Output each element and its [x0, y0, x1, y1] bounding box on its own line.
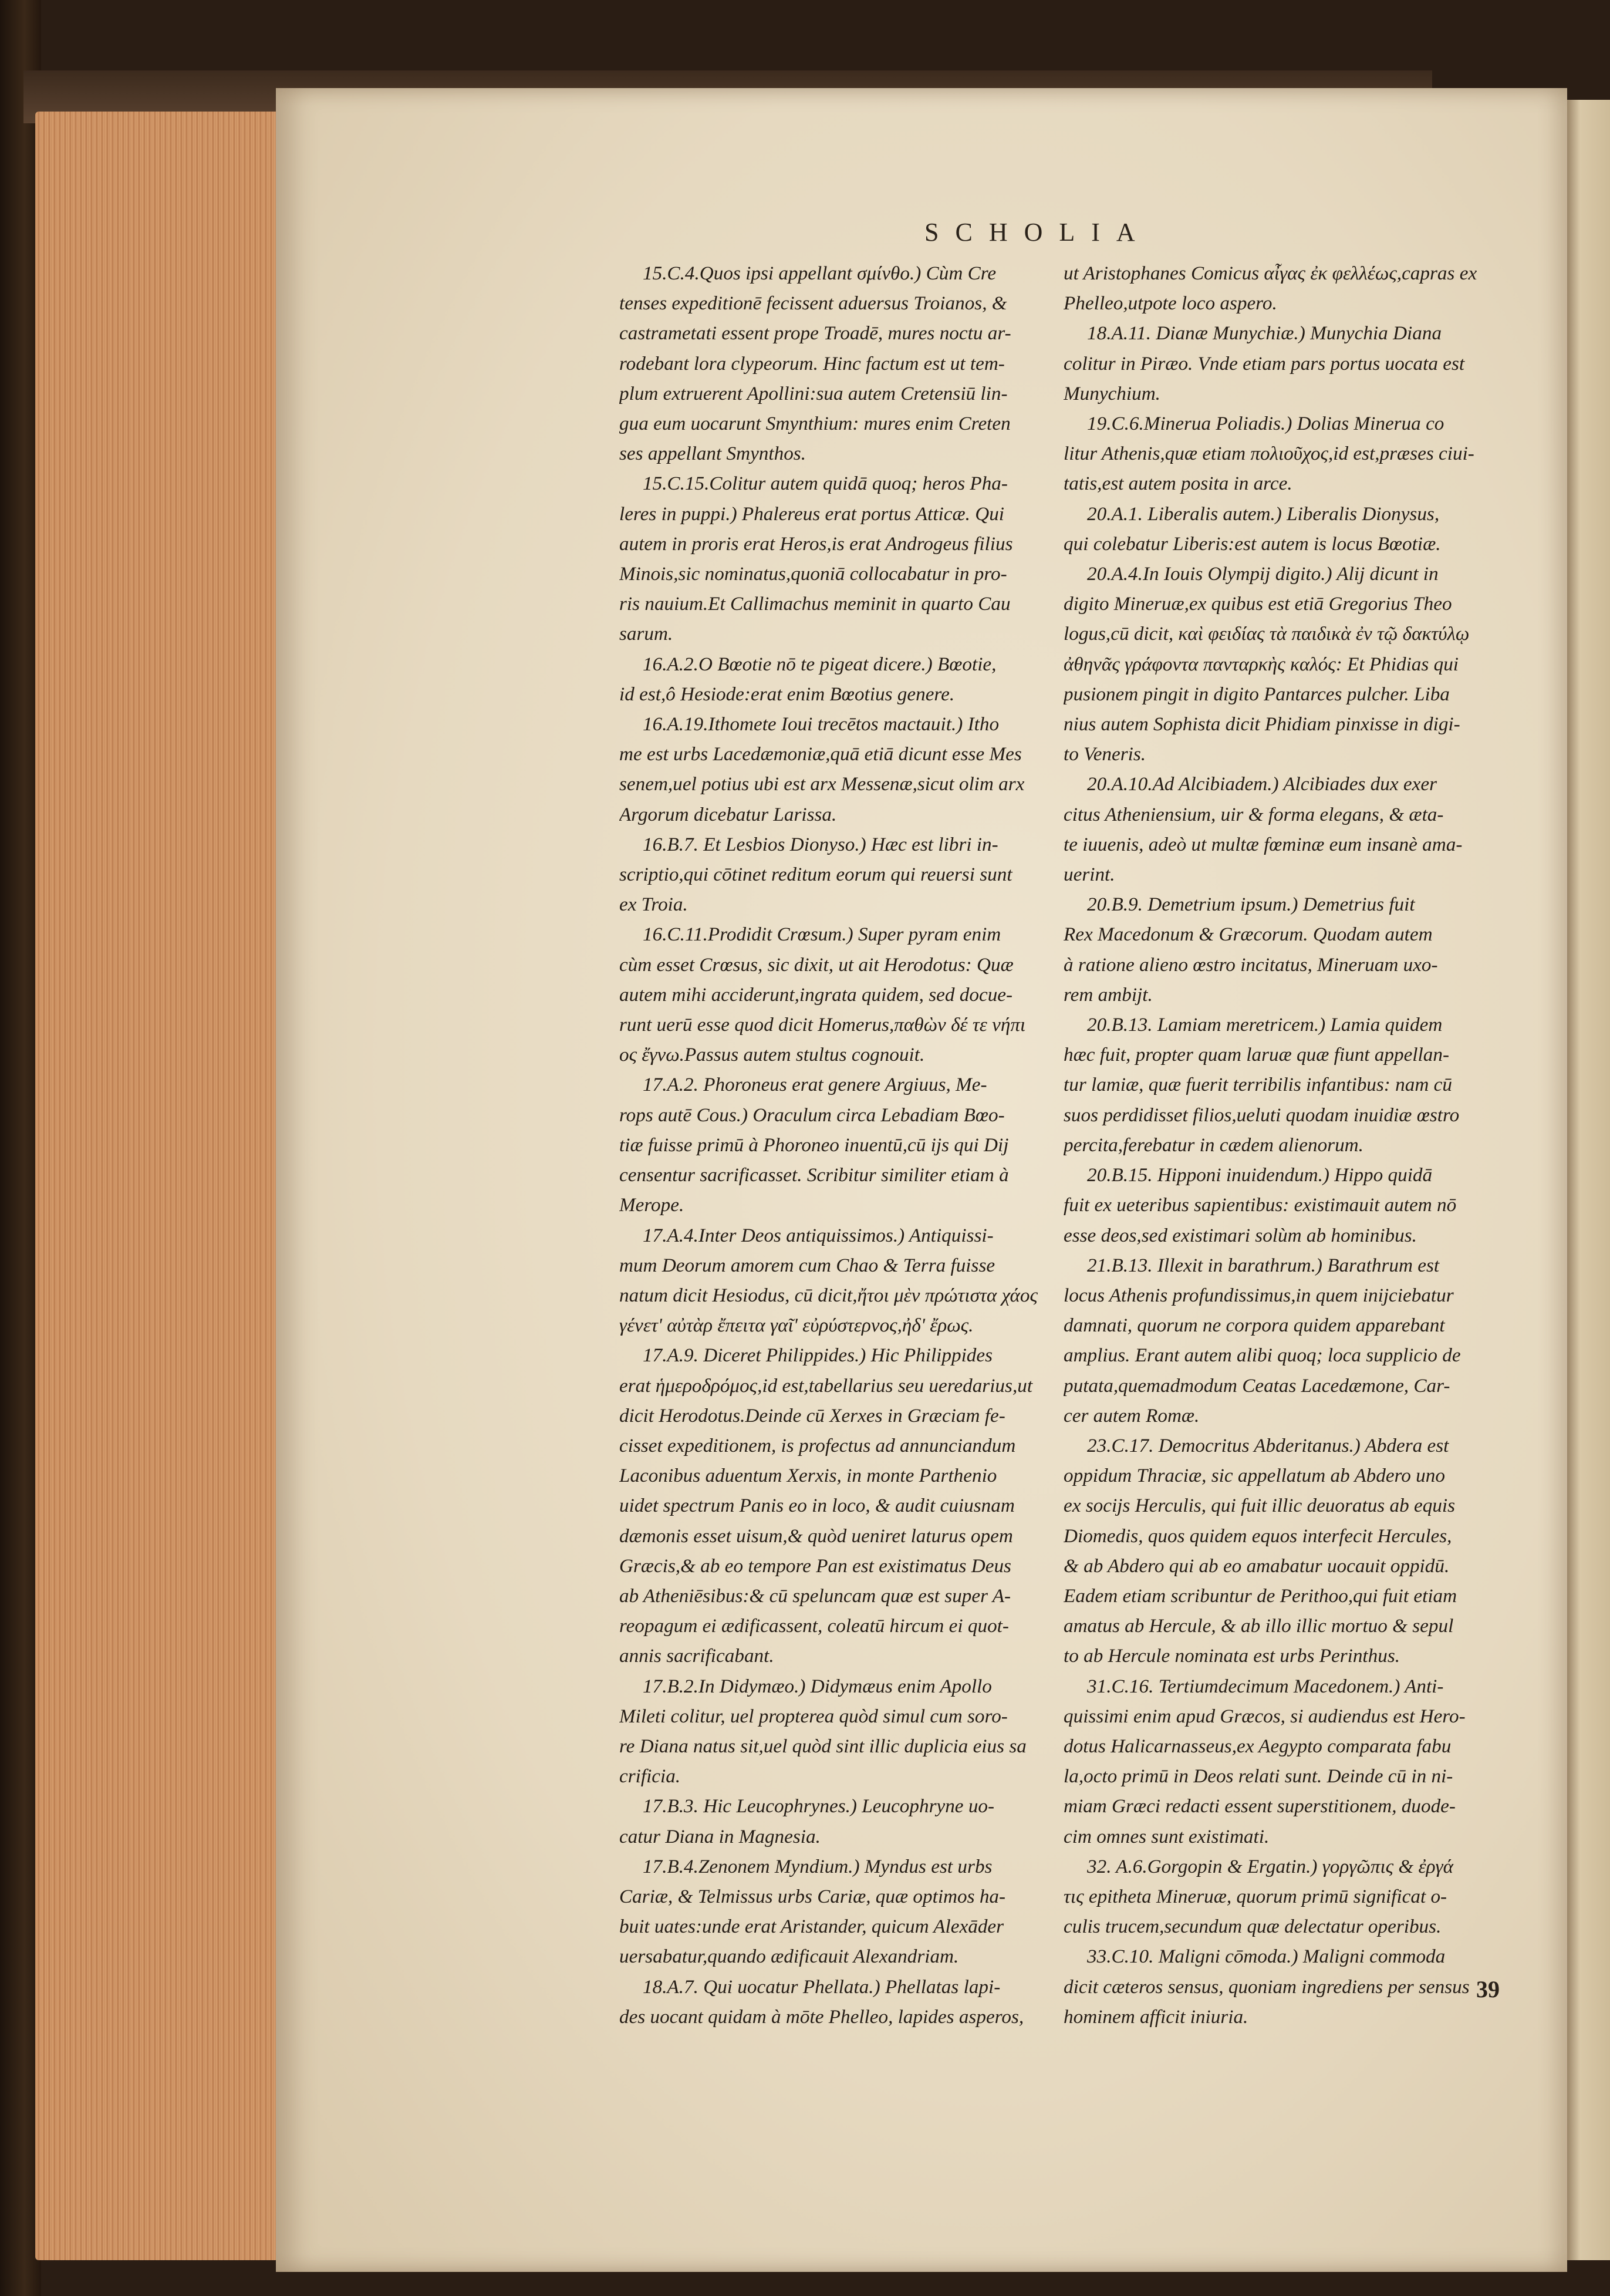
- text-line: quissimi enim apud Græcos, si audiendus est Hero-: [1064, 1705, 1466, 1727]
- text-line: ses appellant Smynthos.: [619, 443, 806, 465]
- text-line: Munychium.: [1064, 382, 1160, 404]
- text-line: oppidum Thraciæ, sic appellatum ab Abdero uno: [1064, 1465, 1445, 1487]
- running-header: SCHOLIA: [924, 218, 1152, 247]
- text-column-right: [1064, 258, 1533, 2032]
- text-line: Minois,sic nominatus,quoniā collocabatur in pro-: [619, 563, 1007, 585]
- text-line: Merope.: [619, 1194, 684, 1216]
- text-line: Cariæ, & Telmissus urbs Cariæ, quæ optimos ha-: [619, 1885, 1006, 1907]
- text-line: 20.B.9. Demetrium ipsum.) Demetrius fuit: [1087, 894, 1415, 916]
- text-line: natum dicit Hesiodus, cū dicit,ἤτοι μὲν πρώτιστα χάος: [619, 1284, 1038, 1306]
- text-line: 33.C.10. Maligni cōmoda.) Maligni commoda: [1087, 1946, 1446, 1968]
- text-line: cer autem Romæ.: [1064, 1404, 1200, 1427]
- text-line: γένετ' αὐτὰρ ἔπειτα γαῖ' εὐρύστερνος,ἠδ' ἔρως.: [619, 1314, 974, 1337]
- text-line: scriptio,qui cōtinet reditum eorum qui reuersi sunt: [619, 864, 1012, 886]
- text-line: runt uerū esse quod dicit Homerus,παθὼν δέ τε νήπι: [619, 1014, 1026, 1036]
- text-line: cùm esset Crœsus, sic dixit, ut ait Herodotus: Quæ: [619, 953, 1014, 976]
- text-line: 20.A.4.In Iouis Olympij digito.) Alij dicunt in: [1087, 563, 1439, 585]
- text-line: mum Deorum amorem cum Chao & Terra fuisse: [619, 1254, 995, 1276]
- text-line: dicit cæteros sensus, quoniam ingrediens per sensus: [1064, 1975, 1470, 1998]
- text-line: 21.B.13. Illexit in barathrum.) Barathrum est: [1087, 1254, 1440, 1276]
- text-line: locus Athenis profundissimus,in quem inijciebatur: [1064, 1284, 1454, 1306]
- text-line: culis trucem,secundum quæ delectatur operibus.: [1064, 1916, 1442, 1938]
- text-line: re Diana natus sit,uel quòd sint illic duplicia eius sa: [619, 1735, 1027, 1757]
- text-line: uerint.: [1064, 864, 1115, 886]
- text-line: 16.C.11.Prodidit Crœsum.) Super pyram enim: [643, 923, 1001, 946]
- text-line: citus Atheniensium, uir & forma elegans, & æta-: [1064, 803, 1444, 825]
- text-line: & ab Abdero qui ab eo amabatur uocauit oppidū.: [1064, 1555, 1450, 1577]
- text-line: 20.B.13. Lamiam meretricem.) Lamia quidem: [1087, 1014, 1443, 1036]
- text-line: 19.C.6.Minerua Poliadis.) Dolias Minerua co: [1087, 413, 1444, 435]
- text-line: annis sacrificabant.: [619, 1645, 774, 1667]
- text-line: to ab Hercule nominata est urbs Perinthus.: [1064, 1645, 1400, 1667]
- text-line: te iuuenis, adeò ut multæ fœminæ eum insanè ama-: [1064, 833, 1463, 855]
- text-column-left: [619, 258, 1089, 2032]
- text-line: qui colebatur Liberis:est autem is locus Bœotiæ.: [1064, 532, 1441, 555]
- text-line: crificia.: [619, 1765, 681, 1788]
- text-line: senem,uel potius ubi est arx Messenæ,sicut olim arx: [619, 773, 1025, 795]
- text-line: rem ambijt.: [1064, 983, 1153, 1006]
- text-line: Diomedis, quos quidem equos interfecit Hercules,: [1064, 1525, 1452, 1547]
- text-line: tiæ fuisse primū à Phoroneo inuentū,cū ijs qui Dij: [619, 1134, 1009, 1156]
- text-line: la,octo primū in Deos relati sunt. Deinde cū in ni-: [1064, 1765, 1453, 1788]
- text-line: 32. A.6.Gorgopin & Ergatin.) γοργῶπις & ἐργά: [1087, 1855, 1454, 1877]
- text-line: esse deos,sed existimari solùm ab hominibus.: [1064, 1224, 1417, 1246]
- text-line: tur lamiæ, quæ fuerit terribilis infantibus: nam cū: [1064, 1074, 1452, 1096]
- text-line: 17.A.9. Diceret Philippides.) Hic Philippides: [643, 1344, 993, 1367]
- text-line: 16.A.19.Ithomete Ioui trecētos mactauit.) Itho: [643, 713, 1000, 736]
- text-line: suos perdidisset filios,ueluti quodam inuidiæ œstro: [1064, 1104, 1460, 1126]
- text-line: cisset expeditionem, is profectus ad annunciandum: [619, 1434, 1016, 1457]
- text-line: 15.C.15.Colitur autem quidā quoq; heros Pha-: [643, 473, 1008, 495]
- text-line: censentur sacrificasset. Scribitur similiter etiam à: [619, 1164, 1009, 1186]
- text-line: à ratione alieno œstro incitatus, Mineruam uxo-: [1064, 953, 1438, 976]
- text-line: 20.B.15. Hipponi inuidendum.) Hippo quidā: [1087, 1164, 1433, 1186]
- text-line: Argorum dicebatur Larissa.: [619, 803, 837, 825]
- text-line: dæmonis esset uisum,& quòd ueniret laturus opem: [619, 1525, 1013, 1547]
- text-line: ος ἔγνω.Passus autem stultus cognouit.: [619, 1044, 925, 1066]
- text-line: nius autem Sophista dicit Phidiam pinxisse in digi-: [1064, 713, 1460, 736]
- text-line: erat ἡμεροδρόμος,id est,tabellarius seu ueredarius,ut: [619, 1374, 1033, 1397]
- text-line: 20.A.1. Liberalis autem.) Liberalis Dionysus,: [1087, 503, 1440, 525]
- text-line: gua eum uocarunt Smynthium: mures enim Creten: [619, 413, 1011, 435]
- text-line: fuit ex ueteribus sapientibus: existimauit autem nō: [1064, 1194, 1457, 1216]
- text-line: uersabatur,quando ædificauit Alexandriam.: [619, 1946, 959, 1968]
- text-line: digito Mineruæ,ex quibus est etiā Gregorius Theo: [1064, 593, 1452, 615]
- text-line: Mileti colitur, uel propterea quòd simul cum soro-: [619, 1705, 1008, 1727]
- text-line: 23.C.17. Democritus Abderitanus.) Abdera est: [1087, 1434, 1449, 1457]
- text-line: dicit Herodotus.Deinde cū Xerxes in Græciam fe-: [619, 1404, 1005, 1427]
- text-line: catur Diana in Magnesia.: [619, 1825, 821, 1847]
- text-line: 16.A.2.O Bœotie nō te pigeat dicere.) Bœotie,: [643, 653, 997, 675]
- text-line: Phelleo,utpote loco aspero.: [1064, 292, 1277, 315]
- text-line: Laconibus aduentum Xerxis, in monte Parthenio: [619, 1465, 997, 1487]
- text-line: plum extruerent Apollini:sua autem Cretensiū lin-: [619, 382, 1008, 404]
- text-line: 18.A.11. Dianæ Munychiæ.) Munychia Diana: [1087, 322, 1442, 345]
- text-line: cim omnes sunt existimati.: [1064, 1825, 1270, 1847]
- text-line: ut Aristophanes Comicus αἶγας ἐκ φελλέως,capras ex: [1064, 262, 1477, 284]
- text-line: amatus ab Hercule, & ab illo illic mortuo & sepul: [1064, 1615, 1454, 1637]
- text-line: 20.A.10.Ad Alcibiadem.) Alcibiades dux exer: [1087, 773, 1437, 795]
- text-line: ex socijs Herculis, qui fuit illic deuoratus ab equis: [1064, 1495, 1456, 1517]
- text-line: leres in puppi.) Phalereus erat portus Atticæ. Qui: [619, 503, 1005, 525]
- text-line: 16.B.7. Et Lesbios Dionyso.) Hæc est libri in-: [643, 833, 998, 855]
- text-line: logus,cū dicit, καὶ φειδίας τὰ παιδικὰ ἐν τῷ δακτύλῳ: [1064, 623, 1470, 645]
- text-line: ris nauium.Et Callimachus meminit in quarto Cau: [619, 593, 1011, 615]
- text-line: 17.B.4.Zenonem Myndium.) Myndus est urbs: [643, 1855, 993, 1877]
- text-line: castrametati essent prope Troadē, mures noctu ar-: [619, 322, 1011, 345]
- text-line: tatis,est autem posita in arce.: [1064, 473, 1292, 495]
- text-line: hominem afficit iniuria.: [1064, 2005, 1248, 2028]
- text-line: hæc fuit, propter quam laruæ quæ fiunt appellan-: [1064, 1044, 1449, 1066]
- text-line: 17.A.2. Phoroneus erat genere Argiuus, Me-: [643, 1074, 987, 1096]
- text-line: 18.A.7. Qui uocatur Phellata.) Phellatas lapi-: [643, 1975, 1001, 1998]
- text-line: 17.B.2.In Didymæo.) Didymæus enim Apollo: [643, 1675, 992, 1697]
- text-line: ab Atheniēsibus:& cū speluncam quæ est super A-: [619, 1584, 1011, 1607]
- text-line: rops autē Cous.) Oraculum circa Lebadiam Bœo-: [619, 1104, 1005, 1126]
- text-line: litur Athenis,quæ etiam πολιοῦχος,id est,præses ciui-: [1064, 443, 1474, 465]
- text-line: τις epitheta Mineruæ, quorum primū significat o-: [1064, 1885, 1447, 1907]
- text-line: sarum.: [619, 623, 673, 645]
- text-line: uidet spectrum Panis eo in loco, & audit cuiusnam: [619, 1495, 1015, 1517]
- text-line: 15.C.4.Quos ipsi appellant σμίνθο.) Cùm Cre: [643, 262, 997, 284]
- text-line: to Veneris.: [1064, 743, 1146, 766]
- text-line: colitur in Piræo. Vnde etiam pars portus uocata est: [1064, 352, 1465, 375]
- text-line: dotus Halicarnasseus,ex Aegypto comparata fabu: [1064, 1735, 1452, 1757]
- facing-page-edge: [1567, 100, 1610, 2260]
- text-line: me est urbs Lacedæmoniæ,quā etiā dicunt esse Mes: [619, 743, 1022, 766]
- text-line: autem in proris erat Heros,is erat Androgeus filius: [619, 532, 1013, 555]
- text-line: ex Troia.: [619, 894, 688, 916]
- text-line: reopagum ei ædificassent, coleatū hircum ei quot-: [619, 1615, 1009, 1637]
- page-number: 39: [1476, 1976, 1500, 2002]
- text-line: Rex Macedonum & Græcorum. Quodam autem: [1064, 923, 1433, 946]
- text-line: miam Græci redacti essent superstitionem, duode-: [1064, 1795, 1456, 1818]
- text-line: autem mihi acciderunt,ingrata quidem, sed docue-: [619, 983, 1013, 1006]
- text-line: putata,quemadmodum Ceatas Lacedæmone, Car-: [1064, 1374, 1450, 1397]
- text-line: 31.C.16. Tertiumdecimum Macedonem.) Anti-: [1087, 1675, 1444, 1697]
- page-edges: [35, 112, 282, 2260]
- text-line: des uocant quidam à mōte Phelleo, lapides asperos,: [619, 2005, 1024, 2028]
- text-line: id est,ô Hesiode:erat enim Bœotius genere.: [619, 683, 955, 705]
- text-line: 17.A.4.Inter Deos antiquissimos.) Antiquissi-: [643, 1224, 994, 1246]
- text-line: rodebant lora clypeorum. Hinc factum est ut tem-: [619, 352, 1005, 375]
- text-line: tenses expeditionē fecissent aduersus Troianos, &: [619, 292, 1007, 315]
- text-line: percita,ferebatur in cædem alienorum.: [1064, 1134, 1363, 1156]
- text-line: ἀθηνᾶς γράφοντα πανταρκὴς καλός: Et Phidias qui: [1064, 653, 1459, 675]
- text-line: Eadem etiam scribuntur de Perithoo,qui fuit etiam: [1064, 1584, 1457, 1607]
- text-line: 17.B.3. Hic Leucophrynes.) Leucophryne uo-: [643, 1795, 995, 1818]
- text-line: Græcis,& ab eo tempore Pan est existimatus Deus: [619, 1555, 1011, 1577]
- text-line: damnati, quorum ne corpora quidem apparebant: [1064, 1314, 1445, 1337]
- text-line: pusionem pingit in digito Pantarces pulcher. Liba: [1064, 683, 1450, 705]
- text-line: amplius. Erant autem alibi quoq; loca supplicio de: [1064, 1344, 1461, 1367]
- text-line: buit uates:unde erat Aristander, quicum Alexāder: [619, 1916, 1004, 1938]
